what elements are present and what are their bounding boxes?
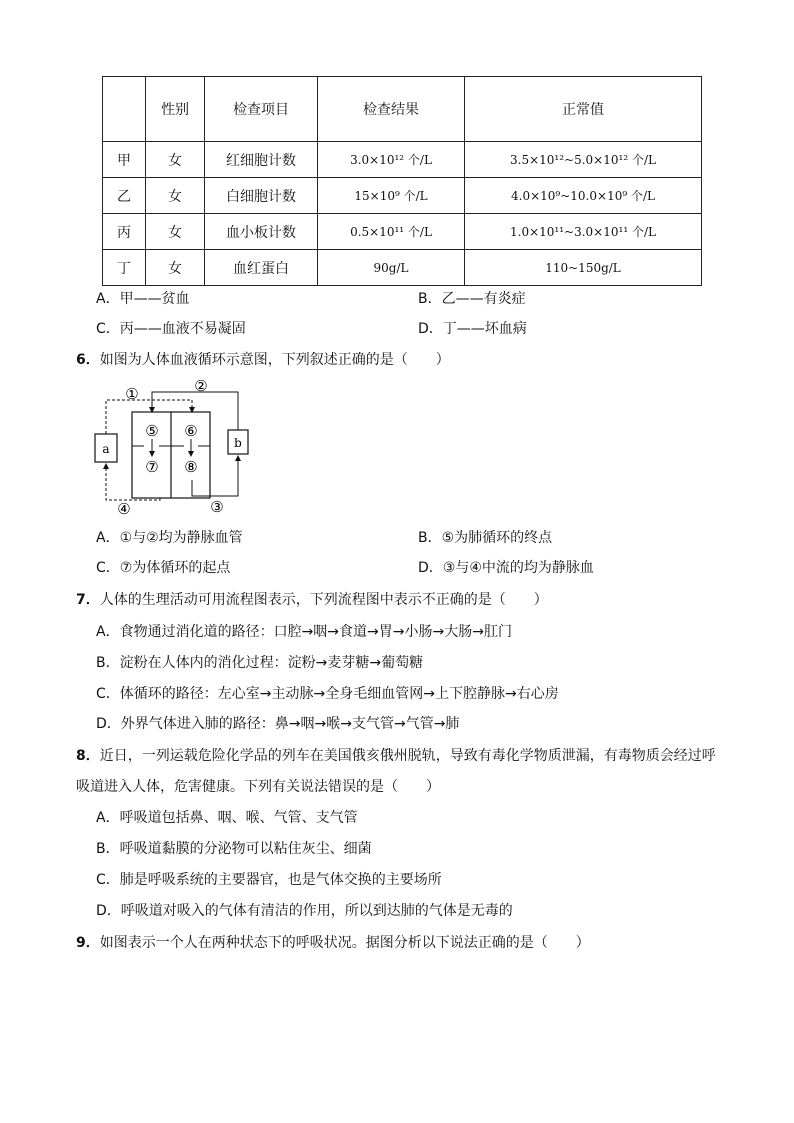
table-header-cell: 性别 bbox=[146, 77, 205, 142]
table-header-cell bbox=[103, 77, 146, 142]
row-id: 丙 bbox=[103, 214, 146, 250]
label-2: ② bbox=[194, 378, 208, 395]
question-number: 9． bbox=[76, 935, 100, 951]
question-number: 6． bbox=[76, 352, 100, 368]
row-id: 乙 bbox=[103, 178, 146, 214]
table-header-cell: 检查结果 bbox=[318, 77, 465, 142]
label-6: ⑥ bbox=[184, 422, 198, 440]
row-item: 红细胞计数 bbox=[205, 142, 318, 178]
q8-stem-line2: 吸道进入人体，危害健康。下列有关说法错误的是（ ） bbox=[76, 779, 440, 795]
table-row bbox=[103, 178, 702, 214]
row-item: 白细胞计数 bbox=[205, 178, 318, 214]
question-text: 近日，一列运载危险化学品的列车在美国俄亥俄州脱轨，导致有毒化学物质泄漏，有毒物质会经过呼 bbox=[99, 748, 716, 764]
table-row bbox=[103, 250, 702, 286]
row-result: 3.0×10¹² 个/L bbox=[318, 142, 465, 178]
question-number: 7． bbox=[76, 592, 100, 608]
row-id: 甲 bbox=[103, 142, 146, 178]
label-1: ① bbox=[125, 385, 139, 403]
row-normal: 3.5×10¹²~5.0×10¹² 个/L bbox=[465, 142, 702, 178]
q5-option-a[interactable]: A．甲——贫血 bbox=[96, 291, 190, 307]
q7-option-a[interactable]: A．食物通过消化道的路径：口腔→咽→食道→胃→小肠→大肠→肛门 bbox=[96, 624, 512, 640]
q6-stem bbox=[76, 349, 450, 369]
row-item: 血红蛋白 bbox=[205, 250, 318, 286]
row-normal: 110~150g/L bbox=[465, 250, 702, 286]
label-3: ③ bbox=[210, 498, 224, 516]
q7-stem bbox=[76, 589, 548, 609]
q5-option-c[interactable]: C．丙——血液不易凝固 bbox=[96, 321, 246, 337]
table-row bbox=[103, 214, 702, 250]
row-normal: 4.0×10⁹~10.0×10⁹ 个/L bbox=[465, 178, 702, 214]
label-b: b bbox=[234, 436, 242, 450]
row-normal: 1.0×10¹¹~3.0×10¹¹ 个/L bbox=[465, 214, 702, 250]
q8-option-a[interactable]: A．呼吸道包括鼻、咽、喉、气管、支气管 bbox=[96, 810, 358, 826]
q5-option-d[interactable]: D．丁——坏血病 bbox=[418, 321, 527, 337]
q8-option-b[interactable]: B．呼吸道黏膜的分泌物可以粘住灰尘、细菌 bbox=[96, 841, 372, 857]
label-5: ⑤ bbox=[145, 422, 159, 440]
row-item: 血小板计数 bbox=[205, 214, 318, 250]
q7-option-d[interactable]: D．外界气体进入肺的路径：鼻→咽→喉→支气管→气管→肺 bbox=[96, 716, 460, 732]
q7-option-b[interactable]: B．淀粉在人体内的消化过程：淀粉→麦芽糖→葡萄糖 bbox=[96, 655, 424, 671]
question-number: 8． bbox=[76, 748, 100, 764]
label-a: a bbox=[102, 442, 110, 456]
question-text: 如图为人体血液循环示意图，下列叙述正确的是（ ） bbox=[99, 352, 450, 368]
q5-option-b[interactable]: B．乙——有炎症 bbox=[418, 291, 526, 307]
label-8: ⑧ bbox=[184, 458, 198, 476]
q8-stem-line1 bbox=[76, 745, 716, 765]
row-result: 0.5×10¹¹ 个/L bbox=[318, 214, 465, 250]
q6-option-a[interactable]: A．①与②均为静脉血管 bbox=[96, 530, 243, 546]
q8-option-c[interactable]: C．肺是呼吸系统的主要器官，也是气体交换的主要场所 bbox=[96, 872, 442, 888]
row-sex: 女 bbox=[146, 142, 205, 178]
table-header-row bbox=[103, 77, 702, 142]
q8-option-d[interactable]: D．呼吸道对吸入的气体有清洁的作用，所以到达肺的气体是无毒的 bbox=[96, 903, 513, 919]
table-row bbox=[103, 142, 702, 178]
row-result: 90g/L bbox=[318, 250, 465, 286]
blood-test-table bbox=[102, 76, 702, 286]
q6-option-b[interactable]: B．⑤为肺循环的终点 bbox=[418, 530, 553, 546]
row-sex: 女 bbox=[146, 250, 205, 286]
row-sex: 女 bbox=[146, 178, 205, 214]
q9-stem bbox=[76, 932, 590, 952]
table-header-cell: 正常值 bbox=[465, 77, 702, 142]
row-sex: 女 bbox=[146, 214, 205, 250]
q6-option-c[interactable]: C．⑦为体循环的起点 bbox=[96, 560, 231, 576]
blood-circulation-diagram bbox=[92, 378, 252, 518]
question-text: 人体的生理活动可用流程图表示，下列流程图中表示不正确的是（ ） bbox=[99, 592, 548, 608]
label-4: ④ bbox=[117, 500, 131, 518]
row-id: 丁 bbox=[103, 250, 146, 286]
label-7: ⑦ bbox=[145, 458, 159, 476]
question-text: 如图表示一个人在两种状态下的呼吸状况。据图分析以下说法正确的是（ ） bbox=[99, 935, 590, 951]
row-result: 15×10⁹ 个/L bbox=[318, 178, 465, 214]
q7-option-c[interactable]: C．体循环的路径：左心室→主动脉→全身毛细血管网→上下腔静脉→右心房 bbox=[96, 686, 559, 702]
q6-option-d[interactable]: D．③与④中流的均为静脉血 bbox=[418, 560, 594, 576]
table-header-cell: 检查项目 bbox=[205, 77, 318, 142]
